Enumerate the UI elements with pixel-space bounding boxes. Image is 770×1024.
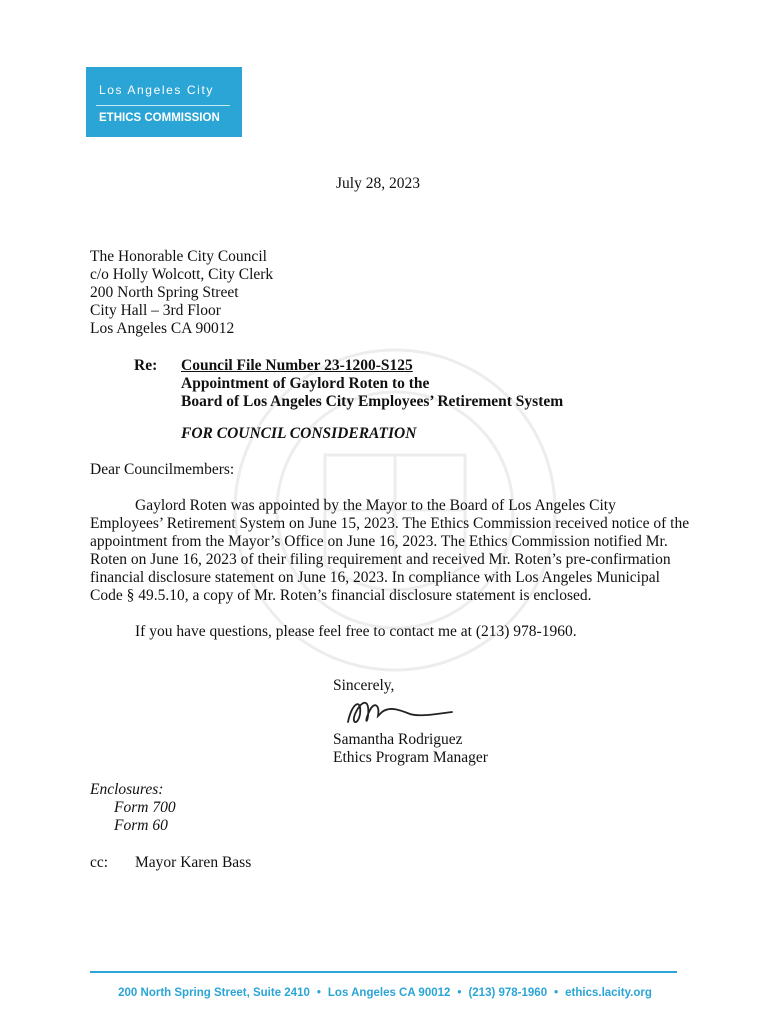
closing-sincerely: Sincerely, <box>333 677 395 694</box>
address-line: 200 North Spring Street <box>90 284 239 301</box>
salutation: Dear Councilmembers: <box>90 461 235 478</box>
footer-divider <box>90 971 677 973</box>
signer-title: Ethics Program Manager <box>333 749 488 766</box>
footer-separator: • <box>457 987 462 999</box>
footer-address: 200 North Spring Street, Suite 2410 <box>118 987 310 999</box>
letter-date: July 28, 2023 <box>336 175 420 192</box>
footer-separator: • <box>554 987 559 999</box>
recipient-address <box>90 248 273 338</box>
address-line: The Honorable City Council <box>90 248 267 265</box>
footer-separator: • <box>316 987 321 999</box>
footer-website-link[interactable]: ethics.lacity.org <box>565 987 652 999</box>
logo-commission-text: ETHICS COMMISSION <box>99 112 220 124</box>
subject-line: Board of Los Angeles City Employees’ Retirement System <box>181 393 564 410</box>
address-line: Los Angeles CA 90012 <box>90 320 235 337</box>
logo-city-text: Los Angeles City <box>99 83 214 97</box>
body-line: financial disclosure statement on June 16, 2023. In compliance with Los Angeles Municipal <box>90 569 660 586</box>
body-line: Employees’ Retirement System on June 15, 2023. The Ethics Commission received notice of the <box>90 515 690 532</box>
body-paragraph <box>90 497 690 605</box>
body-line: appointment from the Mayor’s Office on June 16, 2023. The Ethics Commission notified Mr. <box>90 533 668 550</box>
footer-contact <box>0 986 770 1000</box>
council-file-number: Council File Number 23-1200-S125 <box>181 357 413 374</box>
logo-divider <box>96 105 230 106</box>
address-line: c/o Holly Wolcott, City Clerk <box>90 266 274 283</box>
ethics-commission-logo <box>86 67 242 137</box>
body-line: Gaylord Roten was appointed by the Mayor to the Board of Los Angeles City <box>135 497 616 514</box>
body-line: Roten on June 16, 2023 of their filing requirement and received Mr. Roten’s pre-confirmation <box>90 551 671 568</box>
signer-name: Samantha Rodriguez <box>333 731 463 748</box>
cc-recipient: Mayor Karen Bass <box>135 854 252 871</box>
subject-block <box>181 357 563 411</box>
footer-city: Los Angeles CA 90012 <box>327 987 451 999</box>
cc-label: cc: <box>90 854 109 871</box>
enclosures-label: Enclosures: <box>90 781 164 798</box>
re-label: Re: <box>134 357 158 374</box>
subject-line: Appointment of Gaylord Roten to the <box>181 375 430 392</box>
council-consideration: FOR COUNCIL CONSIDERATION <box>181 425 417 442</box>
footer-phone: (213) 978-1960 <box>468 987 548 999</box>
body-line: Code § 49.5.10, a copy of Mr. Roten’s financial disclosure statement is enclosed. <box>90 587 592 604</box>
handwritten-signature-icon <box>340 692 460 732</box>
enclosure-item: Form 700 <box>114 799 176 816</box>
enclosure-item: Form 60 <box>114 817 168 834</box>
signer-block <box>333 731 488 767</box>
enclosures-block <box>90 781 176 835</box>
address-line: City Hall – 3rd Floor <box>90 302 221 319</box>
questions-paragraph: If you have questions, please feel free to contact me at (213) 978-1960. <box>135 623 577 640</box>
